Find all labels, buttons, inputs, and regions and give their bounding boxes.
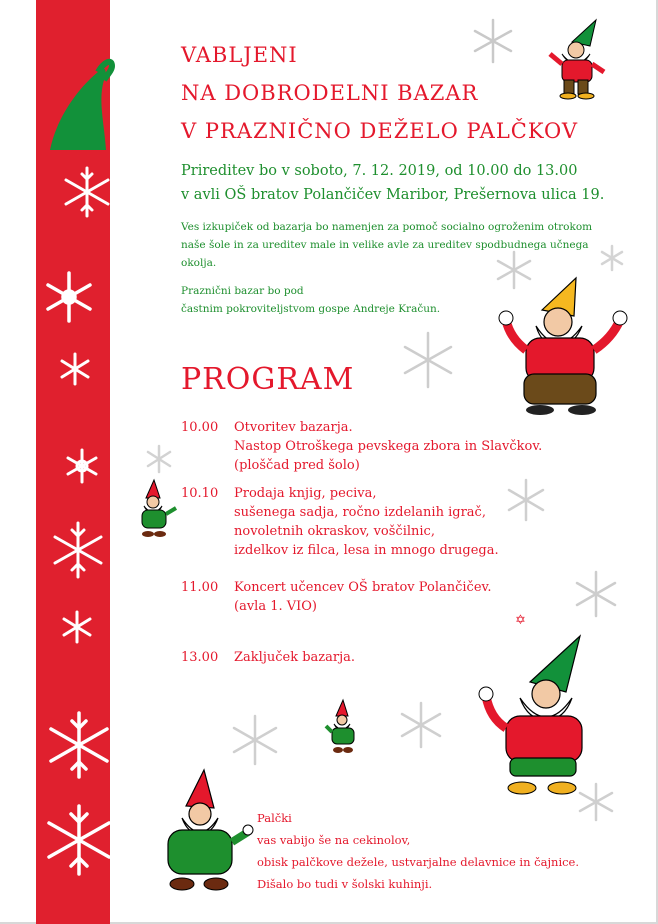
intro-line-1: Prireditev bo v soboto, 7. 12. 2019, od 10.00 do 13.00 bbox=[181, 163, 578, 179]
footer-line-1: Palčki bbox=[257, 811, 292, 825]
program-item-line: (avla 1. VIO) bbox=[234, 599, 317, 614]
program-time: 10.00 bbox=[181, 420, 219, 435]
snowflake-icon bbox=[64, 448, 100, 484]
patronage-line-1: Praznični bazar bo pod bbox=[181, 285, 304, 297]
snowflake-icon bbox=[60, 610, 94, 644]
snowflake-icon bbox=[400, 330, 456, 390]
program-title: PROGRAM bbox=[181, 362, 355, 397]
purpose-line-3: okolja. bbox=[181, 257, 217, 269]
snowflake-icon bbox=[470, 18, 516, 64]
footer-line-3: obisk palčkove dežele, ustvarjalne delavnice in čajnice. bbox=[257, 855, 580, 869]
program-time: 10.10 bbox=[181, 486, 219, 501]
footer-line-4: Dišalo bo tudi v šolski kuhinji. bbox=[257, 877, 433, 891]
gnome-illustration bbox=[496, 274, 630, 418]
program-item-line: sušenega sadja, ročno izdelanih igrač, bbox=[234, 505, 486, 520]
star-icon bbox=[514, 612, 528, 626]
gnome-illustration bbox=[160, 770, 252, 896]
snowflake-icon bbox=[230, 712, 280, 768]
snowflake-icon bbox=[44, 800, 114, 880]
gnome-illustration bbox=[326, 700, 362, 756]
program-item-line: Otvoritev bazarja. bbox=[234, 420, 353, 435]
gnome-hat-icon bbox=[46, 50, 116, 160]
snowflake-icon bbox=[42, 270, 96, 324]
gnome-illustration bbox=[544, 20, 608, 100]
snowflake-icon bbox=[46, 708, 112, 782]
snowflake-icon bbox=[398, 700, 444, 750]
program-item-line: Prodaja knjig, peciva, bbox=[234, 486, 377, 501]
title-line-2: NA DOBRODELNI BAZAR bbox=[181, 81, 479, 105]
gnome-illustration bbox=[134, 480, 180, 540]
snowflake-icon bbox=[504, 478, 548, 522]
svg-text:✡: ✡ bbox=[515, 613, 526, 628]
intro-line-2: v avli OŠ bratov Polančičev Maribor, Prešernova ulica 19. bbox=[181, 187, 605, 203]
snowflake-icon bbox=[60, 165, 114, 219]
gnome-illustration bbox=[476, 632, 606, 802]
patronage-line-2: častnim pokroviteljstvom gospe Andreje Kračun. bbox=[181, 303, 441, 315]
snowflake-icon bbox=[144, 444, 174, 474]
program-item-line: Zaključek bazarja. bbox=[234, 650, 356, 665]
snowflake-icon bbox=[48, 520, 108, 580]
purpose-line-2: naše šole in za ureditev male in velike avle za ureditev spodbudnega učnega bbox=[181, 239, 589, 251]
footer-line-2: vas vabijo še na cekinolov, bbox=[257, 833, 411, 847]
program-item-line: novoletnih okraskov, voščilnic, bbox=[234, 524, 435, 539]
program-item-line: (ploščad pred šolo) bbox=[234, 458, 360, 473]
snowflake-icon bbox=[572, 570, 620, 618]
program-time: 13.00 bbox=[181, 650, 219, 665]
purpose-line-1: Ves izkupiček od bazarja bo namenjen za pomoč socialno ogroženim otrokom bbox=[181, 221, 593, 233]
program-item-line: Koncert učencev OŠ bratov Polančičev. bbox=[234, 580, 492, 595]
program-item-line: izdelkov iz filca, lesa in mnogo drugega. bbox=[234, 543, 499, 558]
program-time: 11.00 bbox=[181, 580, 219, 595]
snowflake-icon bbox=[58, 352, 92, 386]
snowflake-icon bbox=[598, 244, 626, 272]
title-line-1: VABLJENI bbox=[181, 43, 298, 67]
title-line-3: V PRAZNIČNO DEŽELO PALČKOV bbox=[181, 119, 578, 143]
program-item-line: Nastop Otroškega pevskega zbora in Slavčkov. bbox=[234, 439, 543, 454]
